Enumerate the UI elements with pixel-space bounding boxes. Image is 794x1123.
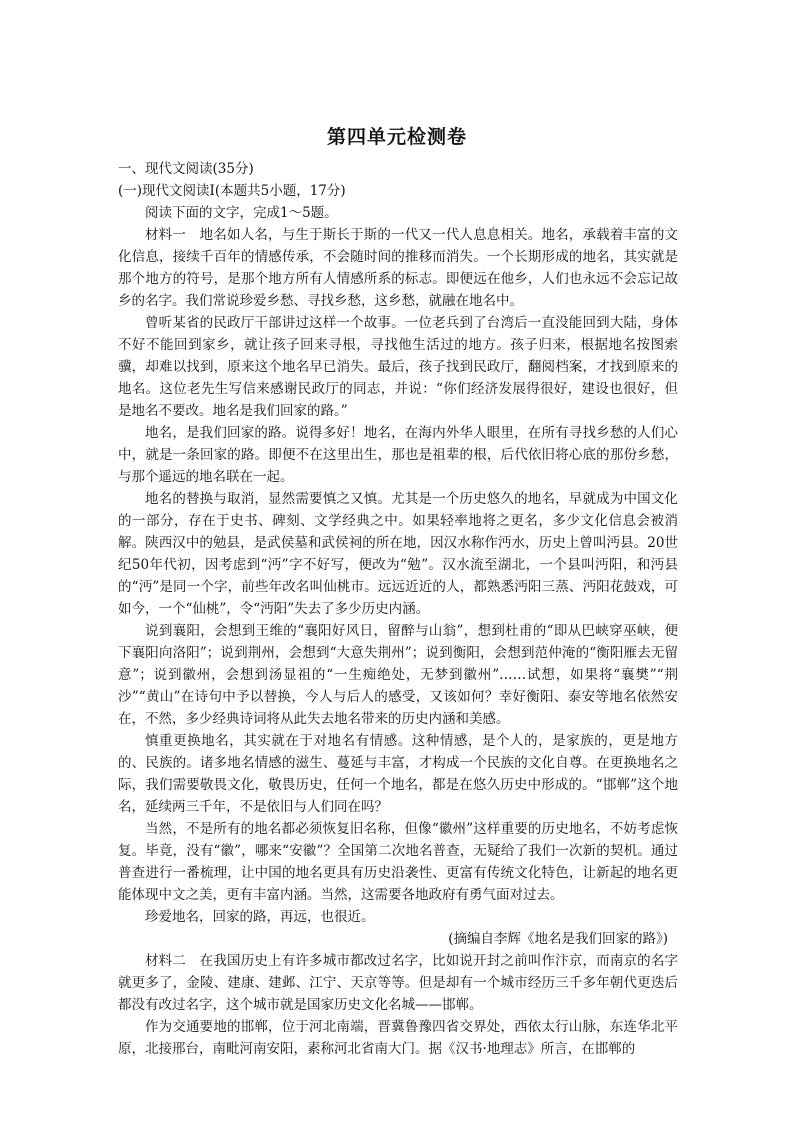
paragraph: 珍爱地名，回家的路，再远，也很近。 [145,909,375,925]
paragraph: 曾听某省的民政厅干部讲过这样一个故事。一位老兵到了台湾后一直没能回到大陆，身体不好不能回到家乡，就让孩子回来寻根，寻找他生活过的地方。孩子归来，根据地名按图索骥，却难以找到，原来这个地名早已消失。最后，孩子找到民政厅，翻阅档案，才找到原来的地名。这位老先生写信来感谢民政厅的同志，并说：“你们经济发展得很好，建设也很好，但是地名不要改。地名是我们回家的路。” [118,315,678,419]
paragraph: 地名的替换与取消，显然需要慎之又慎。尤其是一个历史悠久的地名，早就成为中国文化的一部分，存在于史书、碑刻、文学经典之中。如果轻率地将之更名，多少文化信息会被消解。陕西汉中的勉县，是武侯墓和武侯祠的所在地，因汉水称作沔水，历史上曾叫沔县。20世纪50年代初，因考虑到“沔”字不好写，便改为“勉”。汉水流至湖北，一个县叫沔阳，和沔县的“沔”是同一个字，前些年改名叫仙桃市。远远近近的人，都熟悉沔阳三蒸、沔阳花鼓戏，可如今，一个“仙桃”，令“沔阳”失去了多少历史内涵。 [118,491,678,617]
page-title: 第四单元检测卷 [326,126,467,148]
paragraph: 作为交通要地的邯郸，位于河北南端，晋冀鲁豫四省交界处，西依太行山脉，东连华北平原，北接邢台，南毗河南安阳，素称河北省南大门。据《汉书·地理志》所言，在邯郸的 [118,1019,678,1057]
paragraph: 说到襄阳，会想到王维的“襄阳好风日，留醉与山翁”，想到杜甫的“即从巴峡穿巫峡，便下襄阳向洛阳”；说到荆州，会想到“大意失荆州”；说到衡阳，会想到范仲淹的“衡阳雁去无留意”；说到徽州，会想到汤显祖的“一生痴绝处，无梦到徽州”……试想，如果将“襄樊”“荆沙”“黄山”在诗句中予以替换，今人与后人的感受，又该如何？幸好衡阳、泰安等地名依然安在，不然，多少经典诗词将从此失去地名带来的历史内涵和美感。 [118,623,678,727]
paragraph: 材料一 地名如人名，与生于斯长于斯的一代又一代人息息相关。地名，承载着丰富的文化信息，接续千百年的情感传承，不会随时间的推移而消失。一个长期形成的地名，其实就是那个地方的符号，是那个地方所有人情感所系的标志。即便远在他乡，人们也永远不会忘记故乡的名字。我们常说珍爱乡愁、寻找乡愁，这乡愁，就融在地名中。 [118,227,678,309]
paragraph: 地名，是我们回家的路。说得多好！地名，在海内外华人眼里，在所有寻找乡愁的人们心中，就是一条回家的路。即便不在这里出生，那也是祖辈的根，后代依旧将心底的那份乡愁，与那个遥远的地名联在一起。 [118,425,678,485]
document-body [118,158,678,1060]
instruction-text: 阅读下面的文字，完成1～5题。 [145,205,338,221]
subsection-heading: (一)现代文阅读Ⅰ(本题共5小题，17分) [118,183,346,199]
paragraph: 材料二 在我国历史上有许多城市都改过名字，比如说开封之前叫作汴京，而南京的名字就更多了，金陵、建康、建邺、江宁、天京等等。但是却有一个城市经历三千多年朝代更迭后都没有改过名字，这个城市就是国家历史文化名城——邯郸。 [118,953,678,1013]
paragraph: 慎重更换地名，其实就在于对地名有情感。这种情感，是个人的，是家族的，更是地方的、民族的。诸多地名情感的滋生、蔓延与丰富，才构成一个民族的文化自尊。在更换地名之际，我们需要敬畏文化，敬畏历史，任何一个地名，都是在悠久历史中形成的。“邯郸”这个地名，延续两三千年，不是依旧与人们同在吗？ [118,733,678,815]
section-heading: 一、现代文阅读(35分) [118,161,254,177]
paragraph: 当然，不是所有的地名都必须恢复旧名称，但像“徽州”这样重要的历史地名，不妨考虑恢复。毕竟，没有“徽”，哪来“安徽”？全国第二次地名普查，无疑给了我们一次新的契机。通过普查进行一番梳理，让中国的地名更具有历史沿袭性、更富有传统文化特色，让新起的地名更能体现中文之美，更有丰富内涵。当然，这需要各地政府有勇气面对过去。 [118,821,678,903]
source-citation: (摘编自李辉《地名是我们回家的路》) [448,931,668,947]
